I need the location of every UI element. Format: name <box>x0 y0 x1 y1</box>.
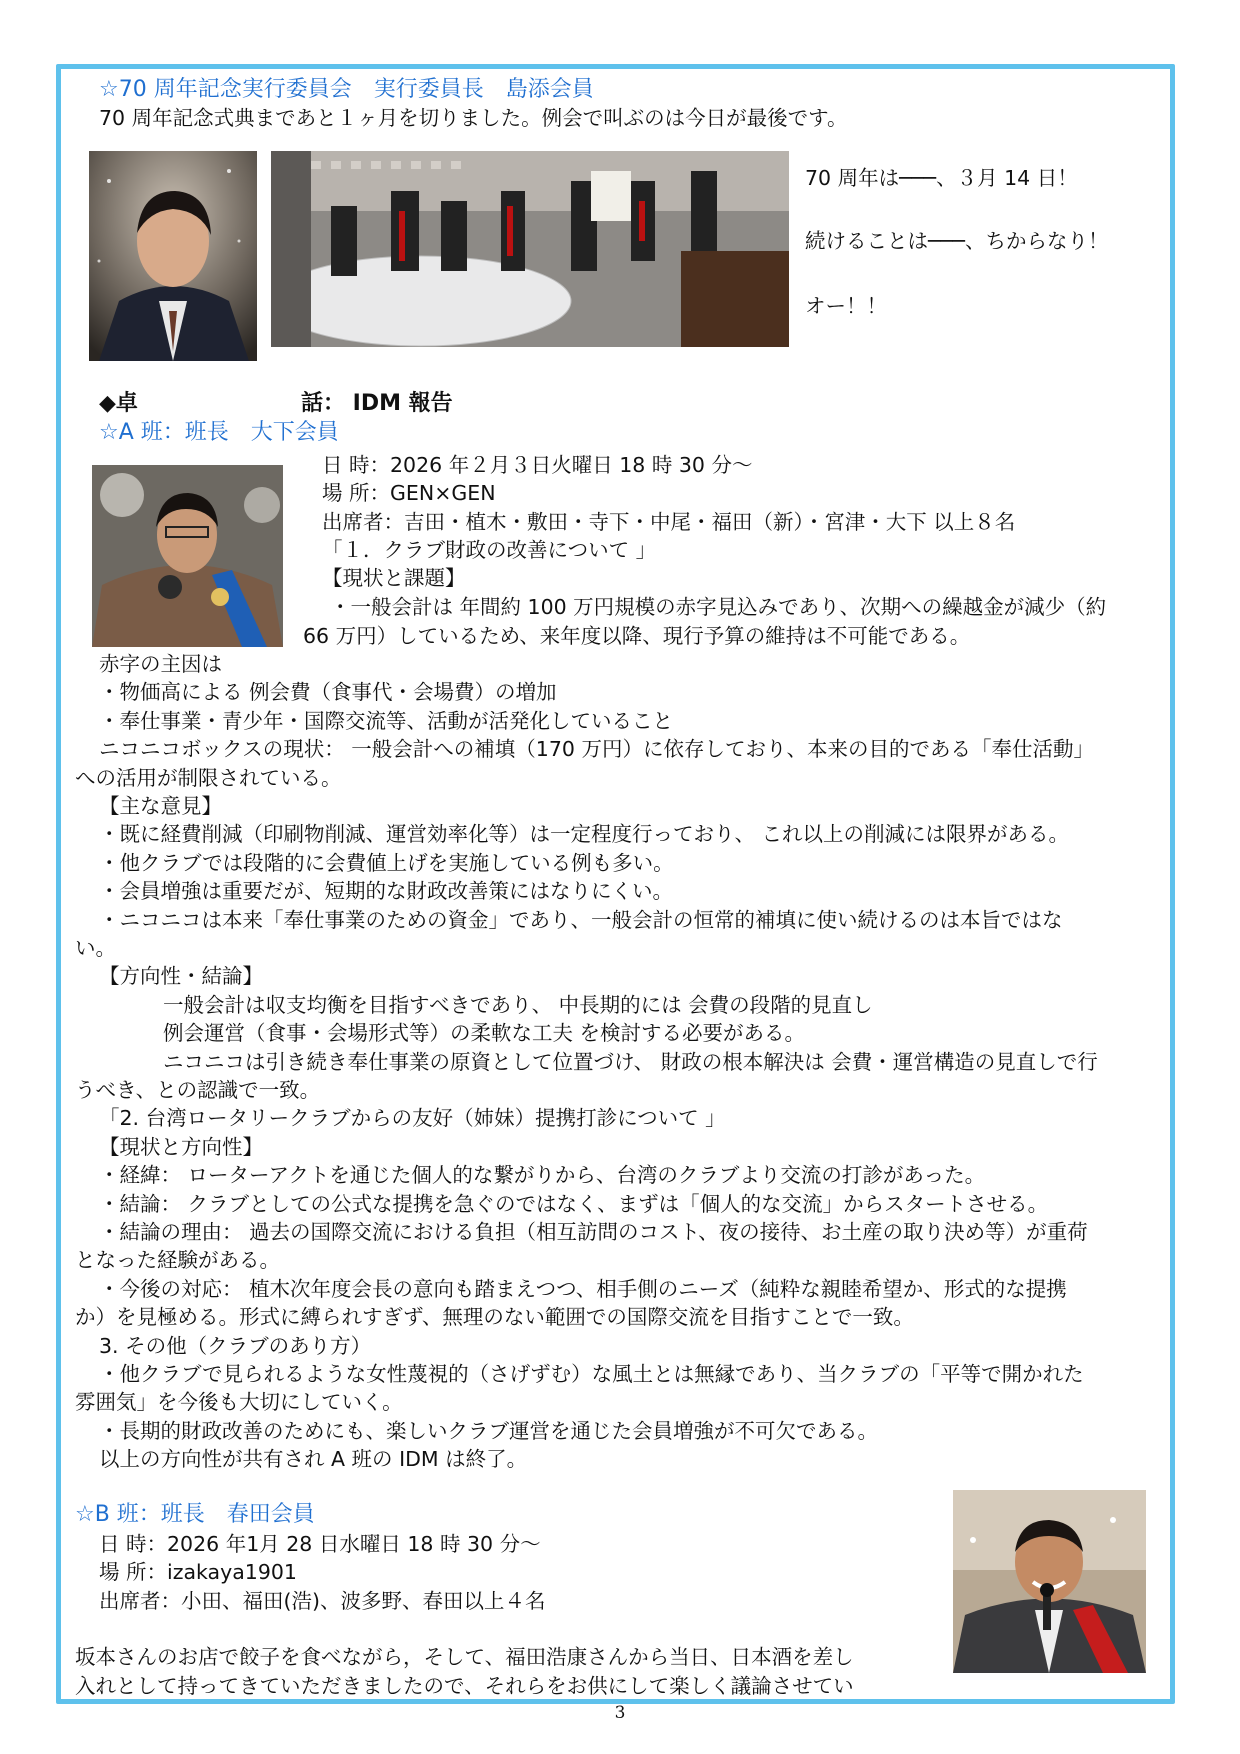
group-a-line: ・今後の対応： 植木次年度会長の意向も踏まえつつ、相手側のニーズ（純粋な親睦希望か、形式的な提携 <box>99 1277 1067 1301</box>
group-b-title: ☆B 班：班長 春田会員 <box>75 1502 315 1527</box>
chairman-portrait-photo <box>89 151 257 361</box>
section-intro: 70 周年記念式典まであと１ヶ月を切りました。例会で叫ぶのは今日が最後です。 <box>99 106 848 130</box>
group-a-line: 66 万円）しているため、来年度以降、現行予算の維持は不可能である。 <box>303 624 971 648</box>
group-a-line: ・ニコニコは本来「奉仕事業のための資金」であり、一般会計の恒常的補填に使い続けるのは本旨ではな <box>99 908 1063 932</box>
group-a-line: ・経緯： ローターアクトを通じた個人的な繋がりから、台湾のクラブより交流の打診があった。 <box>99 1163 986 1187</box>
group-a-line: 【現状と方向性】 <box>99 1135 263 1159</box>
group-a-line: ・会員増強は重要だが、短期的な財政改善策にはなりにくい。 <box>99 879 673 903</box>
group-a-line: ニコニコボックスの現状： 一般会計への補填（170 万円）に依存しており、本来の目的である「奉仕活動」 <box>99 737 1094 761</box>
banquet-hall-photo <box>271 151 789 347</box>
topic-heading-left: ◆卓 <box>99 391 138 416</box>
group-a-line: への活用が制限されている。 <box>75 766 342 790</box>
group-a-line: 3. その他（クラブのあり方） <box>99 1334 372 1358</box>
group-a-line: 以上の方向性が共有され A 班の IDM は終了。 <box>99 1447 528 1471</box>
group-a-line: ・長期的財政改善のためにも、楽しいクラブ運営を通じた会員増強が不可欠である。 <box>99 1419 878 1443</box>
group-a-line: ・一般会計は 年間約 100 万円規模の赤字見込みであり、次期への繰越金が減少（約 <box>330 595 1107 619</box>
group-b-leader-photo <box>953 1490 1146 1673</box>
callout-oh: オー！！ <box>805 294 887 318</box>
group-a-datetime: 日 時：2026 年２月３日火曜日 18 時 30 分～ <box>322 453 753 477</box>
callout-continue: 続けることは───、ちからなり！ <box>805 229 1109 253</box>
group-b-place: 場 所：izakaya1901 <box>99 1560 297 1584</box>
group-b-body: 坂本さんのお店で餃子を食べながら，そして、福田浩康さんから当日、日本酒を差し <box>75 1645 854 1669</box>
group-a-line: 【主な意見】 <box>99 794 222 818</box>
group-a-line: ・物価高による 例会費（食事代・会場費）の増加 <box>99 680 557 704</box>
group-a-line: 【現状と課題】 <box>322 566 466 590</box>
group-a-line: ・結論： クラブとしての公式な提携を急ぐのではなく、まずは「個人的な交流」からスタートさせる。 <box>99 1192 1049 1216</box>
group-a-line: 「2. 台湾ロータリークラブからの友好（姉妹）提携打診について 」 <box>99 1106 726 1130</box>
topic-heading-right: 話： IDM 報告 <box>301 391 453 416</box>
group-a-line: ・結論の理由： 過去の国際交流における負担（相互訪問のコスト、夜の接待、お土産の取り決め等）が重荷 <box>99 1220 1088 1244</box>
group-a-title: ☆A 班：班長 大下会員 <box>99 420 339 445</box>
group-a-line: ・他クラブでは段階的に会費値上げを実施している例も多い。 <box>99 851 674 875</box>
group-a-line: か）を見極める。形式に縛られすぎず、無理のない範囲での国際交流を目指すことで一致。 <box>75 1305 914 1329</box>
section-heading-70th: ☆70 周年記念実行委員会 実行委員長 島添会員 <box>99 77 594 102</box>
group-a-leader-photo <box>92 465 283 647</box>
group-a-line: い。 <box>75 936 116 960</box>
group-a-line: 一般会計は収支均衡を目指すべきであり、 中長期的には 会費の段階的見直し <box>163 993 873 1017</box>
group-a-line: 例会運営（食事・会場形式等）の柔軟な工夫 を検討する必要がある。 <box>163 1021 806 1045</box>
group-a-line: 赤字の主因は <box>99 652 222 676</box>
group-a-line: となった経験がある。 <box>75 1248 280 1272</box>
group-a-line: 「１．クラブ財政の改善について 」 <box>322 538 657 562</box>
group-a-line: ・奉仕事業・青少年・国際交流等、活動が活発化していること <box>99 709 673 733</box>
group-a-place: 場 所：GEN×GEN <box>322 481 496 505</box>
group-a-line: ・既に経費削減（印刷物削減、運営効率化等）は一定程度行っており、 これ以上の削減には限界がある。 <box>99 822 1070 846</box>
group-a-line: 【方向性・結論】 <box>99 964 263 988</box>
callout-70th-date: 70 周年は───、３月 14 日！ <box>805 166 1078 190</box>
group-a-line: うべき、との認識で一致。 <box>75 1078 321 1102</box>
group-a-line: 雰囲気」を今後も大切にしていく。 <box>75 1390 403 1414</box>
group-b-attendees: 出席者：小田、福田(浩)、波多野、春田以上４名 <box>99 1589 546 1613</box>
group-a-line: ニコニコは引き続き奉仕事業の原資として位置づけ、 財政の根本解決は 会費・運営構造の見直しで行 <box>163 1050 1098 1074</box>
page-number: 3 <box>614 1703 626 1723</box>
group-b-datetime: 日 時：2026 年1月 28 日水曜日 18 時 30 分～ <box>99 1532 541 1556</box>
group-b-body: 入れとして持ってきていただきましたので、それらをお供にして楽しく議論させてい <box>75 1674 854 1698</box>
group-a-attendees: 出席者：吉田・植木・敷田・寺下・中尾・福田（新）・宮津・大下 以上８名 <box>322 510 1016 534</box>
group-a-line: ・他クラブで見られるような女性蔑視的（さげずむ）な風土とは無縁であり、当クラブの「平等で開かれた <box>99 1362 1084 1386</box>
